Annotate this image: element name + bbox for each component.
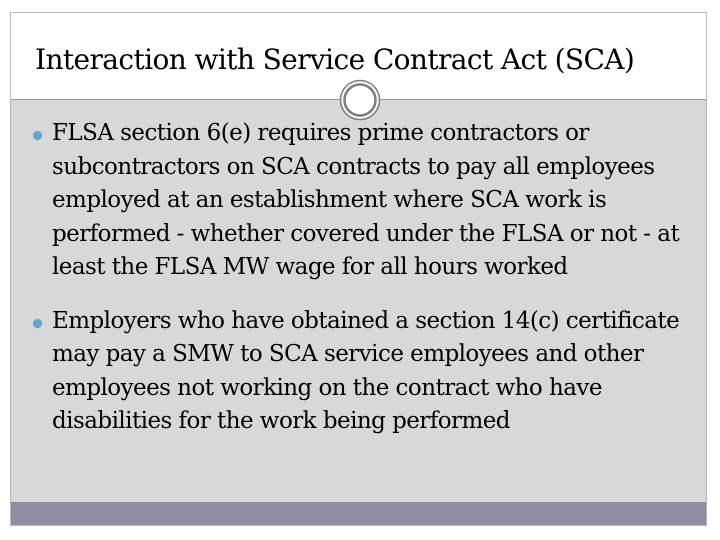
bullet-item	[32, 117, 702, 285]
bullet-text: Employers who have obtained a section 14(c) certificate may pay a SMW to SCA service employees and other employees not working on the contract who have disabilities for the work being performed	[52, 307, 680, 434]
bullet-list	[32, 117, 702, 439]
circle-ring-icon	[339, 79, 381, 121]
footer-bar	[11, 502, 706, 525]
slide-title: Interaction with Service Contract Act (SCA)	[35, 43, 635, 76]
bullet-item	[32, 305, 702, 439]
bullet-text: FLSA section 6(e) requires prime contractors or subcontractors on SCA contracts to pay all employees employed at an establishment where SCA work is performed - whether covered under the FLSA or not - at least the FLSA MW wage for all hours worked	[52, 120, 680, 280]
round-bullet-icon	[32, 318, 43, 329]
round-bullet-icon	[32, 130, 43, 141]
